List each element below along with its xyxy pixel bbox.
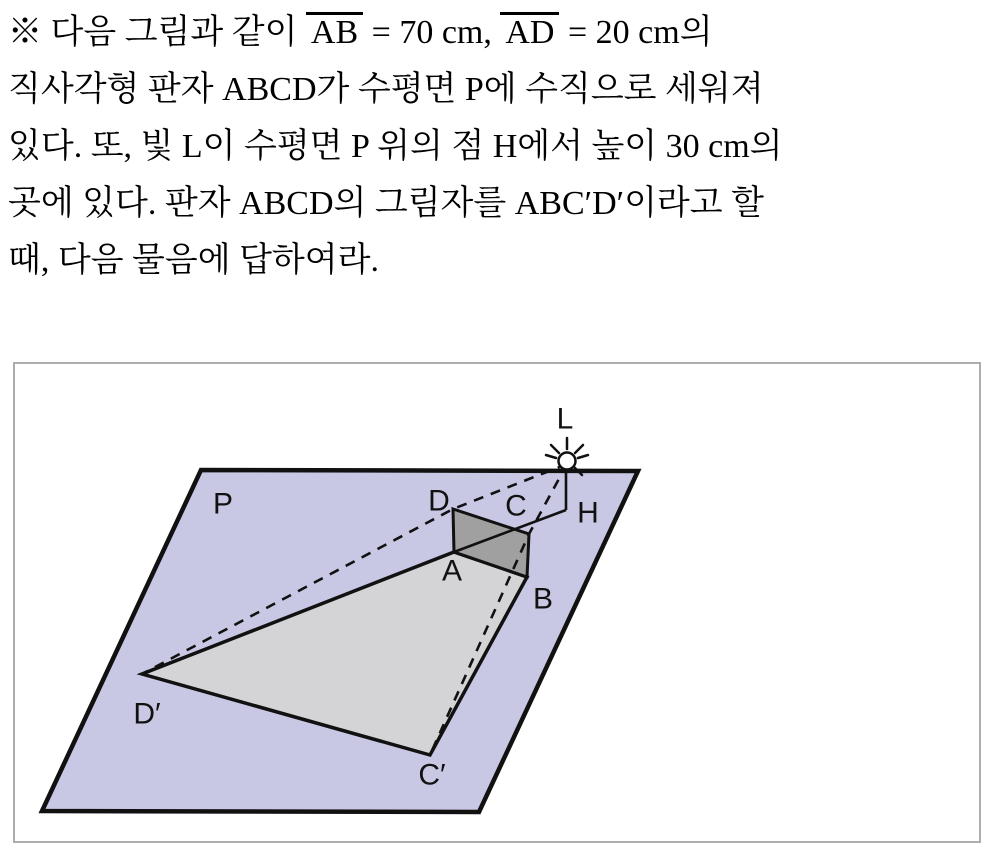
overlined-segment: AD [500,12,559,52]
vertex-label-P: P [212,487,234,521]
text-segment: 직사각형 판자 ABCD가 수평면 P에 수직으로 세워져 [8,71,764,108]
vertex-label-C: C′ [418,758,446,792]
sun-ray-icon-2 [546,455,556,458]
problem-line-2 [8,61,986,118]
vertex-label-D: D′ [133,697,161,731]
sun-ray-icon-4 [578,455,588,458]
text-segment: ※ 다음 그림과 같이 [8,14,306,51]
light-source-icon [559,453,576,470]
vertex-label-C: C [505,489,527,523]
sun-ray-icon-1 [551,445,559,453]
problem-line-1 [8,4,986,61]
text-segment: 있다. 또, 빛 L이 수평면 P 위의 점 H에서 높이 30 cm의 [8,128,783,165]
sun-ray-icon-3 [575,445,583,453]
figure-svg [15,364,979,841]
overlined-segment: AB [306,12,363,52]
text-segment: 때, 다음 물음에 답하여라. [8,242,379,279]
text-segment: 곳에 있다. 판자 ABCD의 그림자를 ABC′D′이라고 할 [8,185,764,222]
problem-line-5 [8,232,986,289]
problem-line-3 [8,118,986,175]
figure-box [13,362,981,843]
problem-line-4 [8,175,986,232]
vertex-label-B: B [532,582,554,616]
vertex-label-L: L [556,402,574,436]
problem-text [8,4,986,289]
vertex-label-H: H [577,496,599,530]
vertex-label-D: D [428,484,450,518]
vertex-label-A: A [441,554,463,588]
text-segment: = 70 cm, [363,14,501,51]
text-segment: = 20 cm의 [559,14,713,51]
